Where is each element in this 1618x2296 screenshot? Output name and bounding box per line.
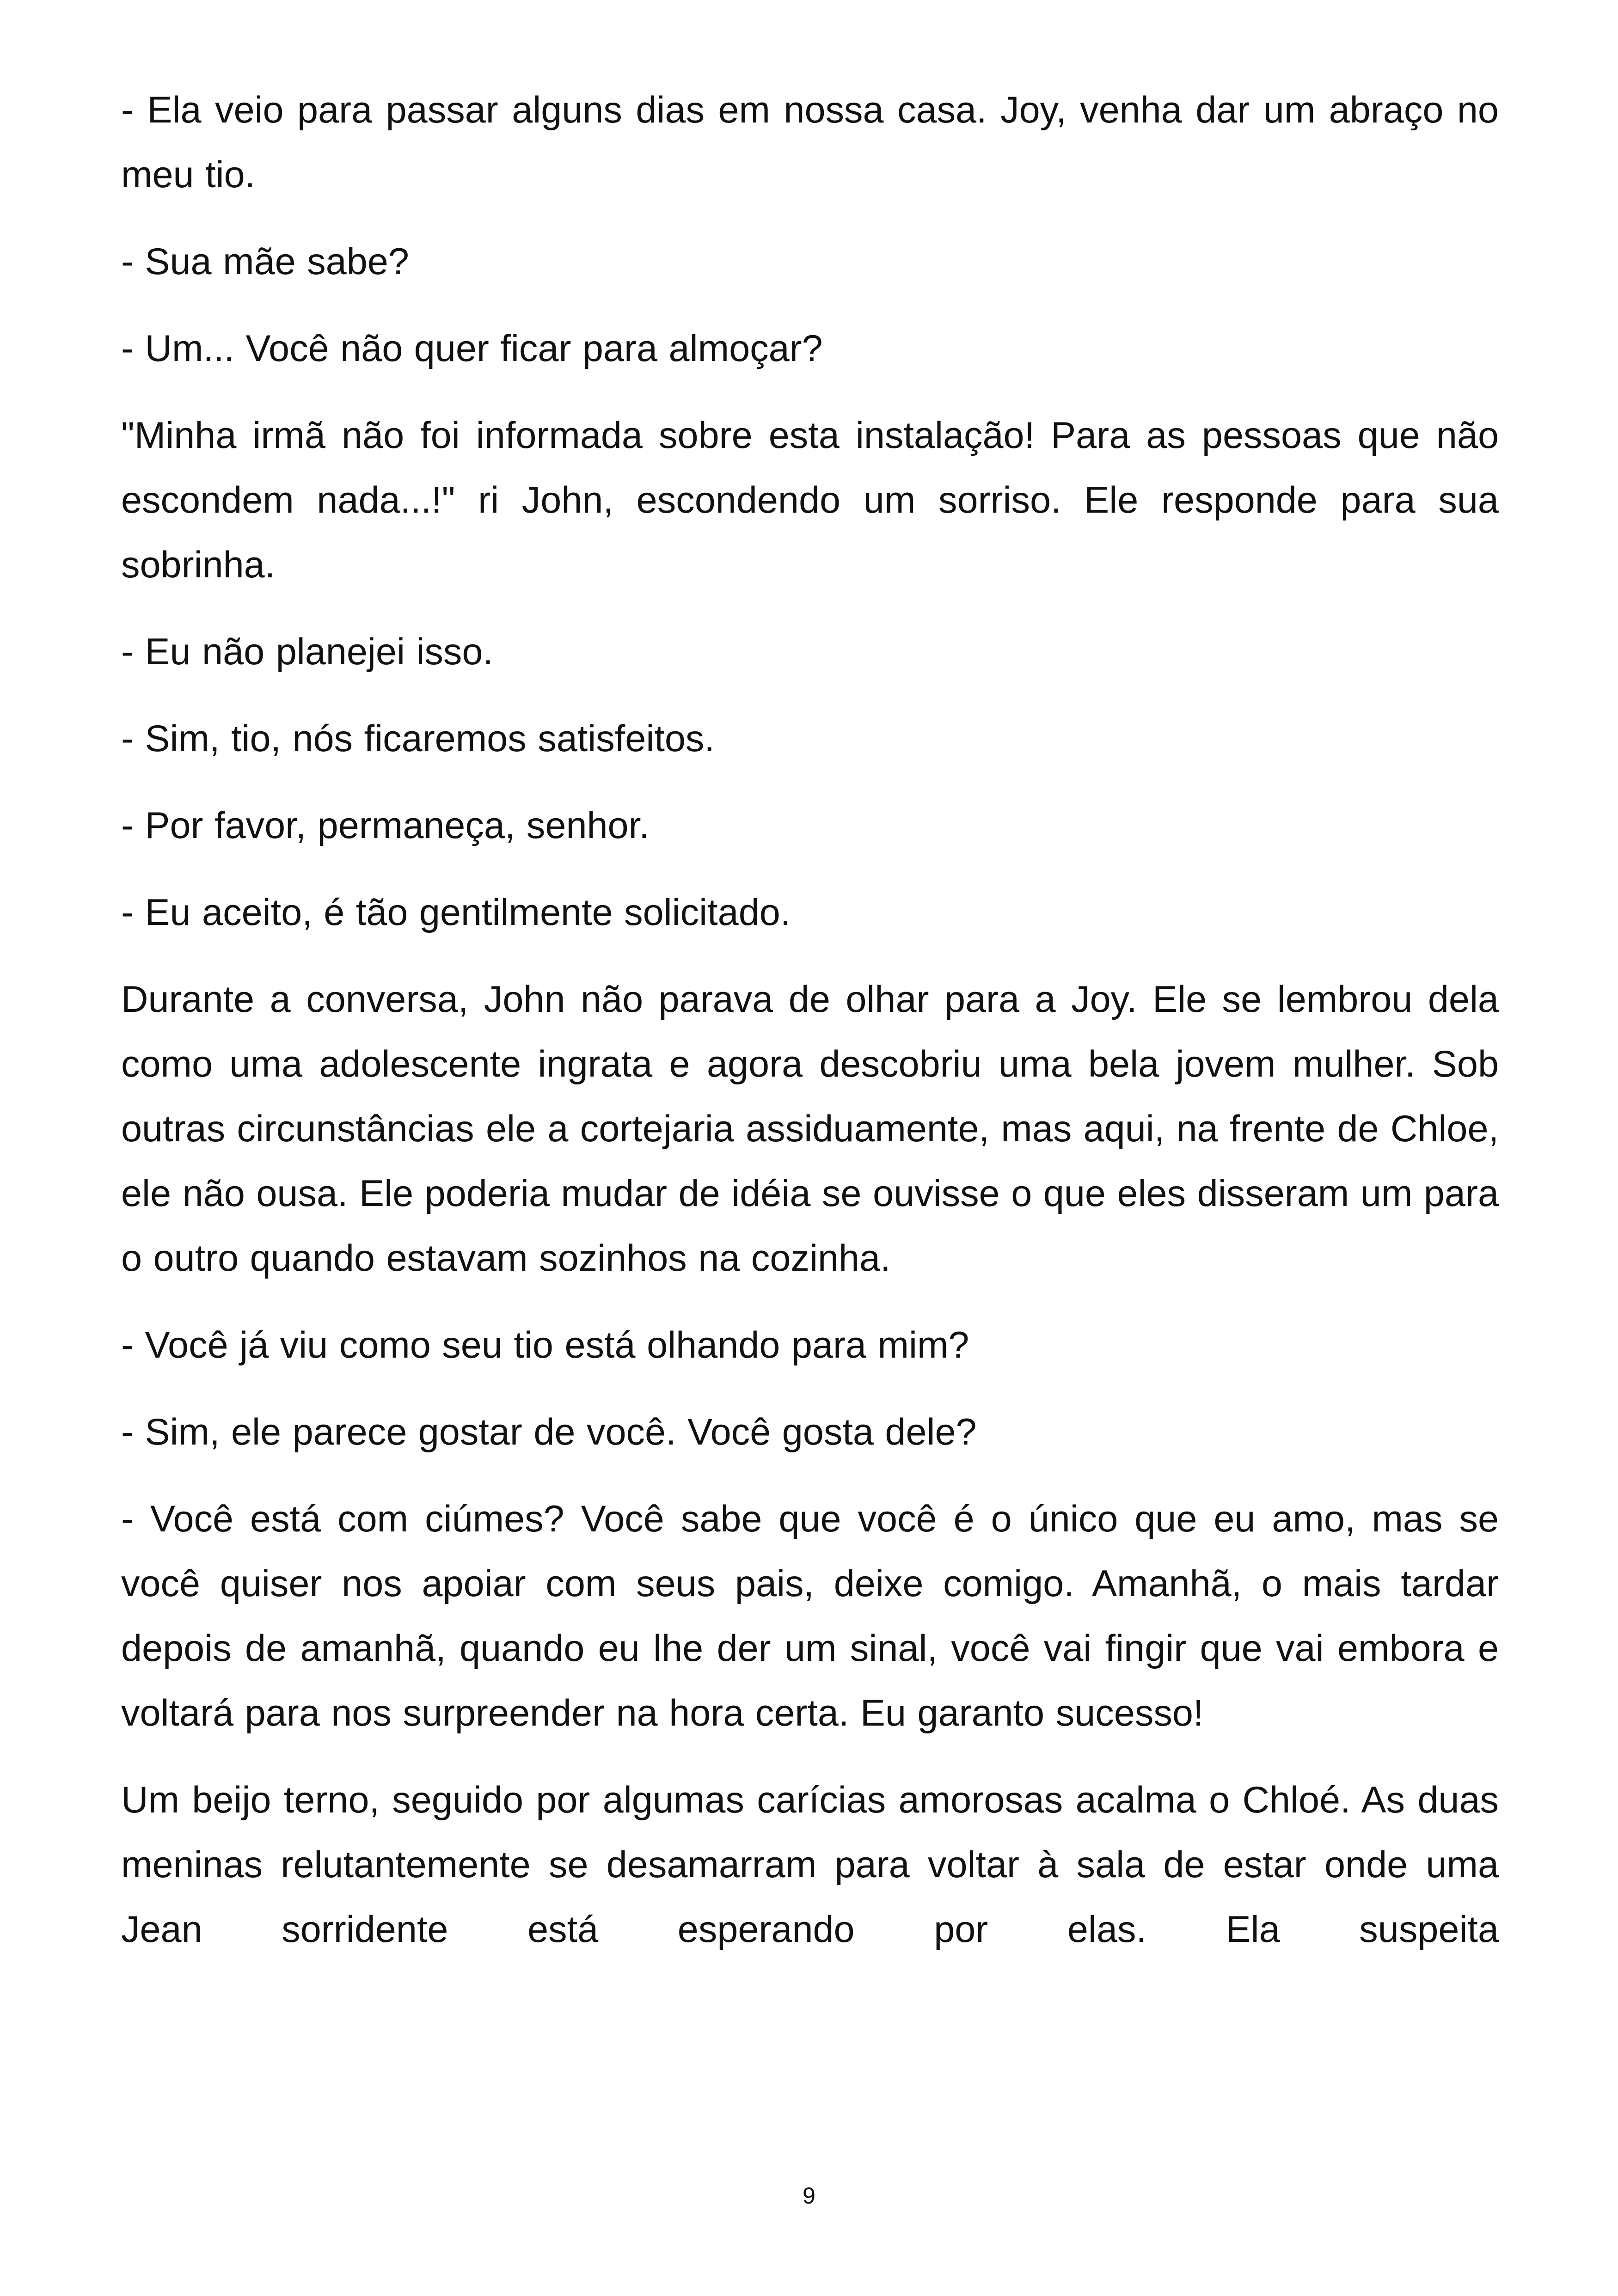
paragraph: - Sua mãe sabe?	[121, 241, 409, 282]
paragraph: - Um... Você não quer ficar para almoçar?	[121, 328, 823, 369]
paragraph: "Minha irmã não foi informada sobre esta instalação! Para as pessoas que não escondem nada...!" ri John, escondendo um sorriso. Ele responde para sua sobrinha.	[121, 415, 1499, 586]
paragraph: - Sim, ele parece gostar de você. Você gosta dele?	[121, 1411, 977, 1453]
paragraph: - Você já viu como seu tio está olhando para mim?	[121, 1324, 969, 1366]
page-number: 9	[803, 2183, 815, 2209]
paragraph: Um beijo terno, seguido por algumas carícias amorosas acalma o Chloé. As duas meninas relutantemente se desamarram para voltar à sala de estar onde uma Jean sorridente está esperando por elas. Ela suspeita	[121, 1779, 1499, 1950]
paragraph: - Eu não planejei isso.	[121, 631, 493, 673]
paragraph: - Por favor, permaneça, senhor.	[121, 805, 650, 846]
body-text	[121, 78, 1499, 1984]
paragraph: - Você está com ciúmes? Você sabe que você é o único que eu amo, mas se você quiser nos apoiar com seus pais, deixe comigo. Amanhã, o mais tardar depois de amanhã, quando eu lhe der um sinal, você vai fingir que vai embora e voltará para nos surpreender na hora certa. Eu garanto sucesso!	[121, 1498, 1499, 1734]
paragraph: Durante a conversa, John não parava de olhar para a Joy. Ele se lembrou dela como uma adolescente ingrata e agora descobriu uma bela jovem mulher. Sob outras circunstâncias ele a cortejaria assiduamente, mas aqui, na frente de Chloe, ele não ousa. Ele poderia mudar de idéia se ouvisse o que eles disseram um para o outro quando estavam sozinhos na cozinha.	[121, 979, 1499, 1279]
paragraph: - Eu aceito, é tão gentilmente solicitado.	[121, 892, 791, 933]
paragraph: - Ela veio para passar alguns dias em nossa casa. Joy, venha dar um abraço no meu tio.	[121, 89, 1499, 196]
paragraph: - Sim, tio, nós ficaremos satisfeitos.	[121, 718, 715, 759]
